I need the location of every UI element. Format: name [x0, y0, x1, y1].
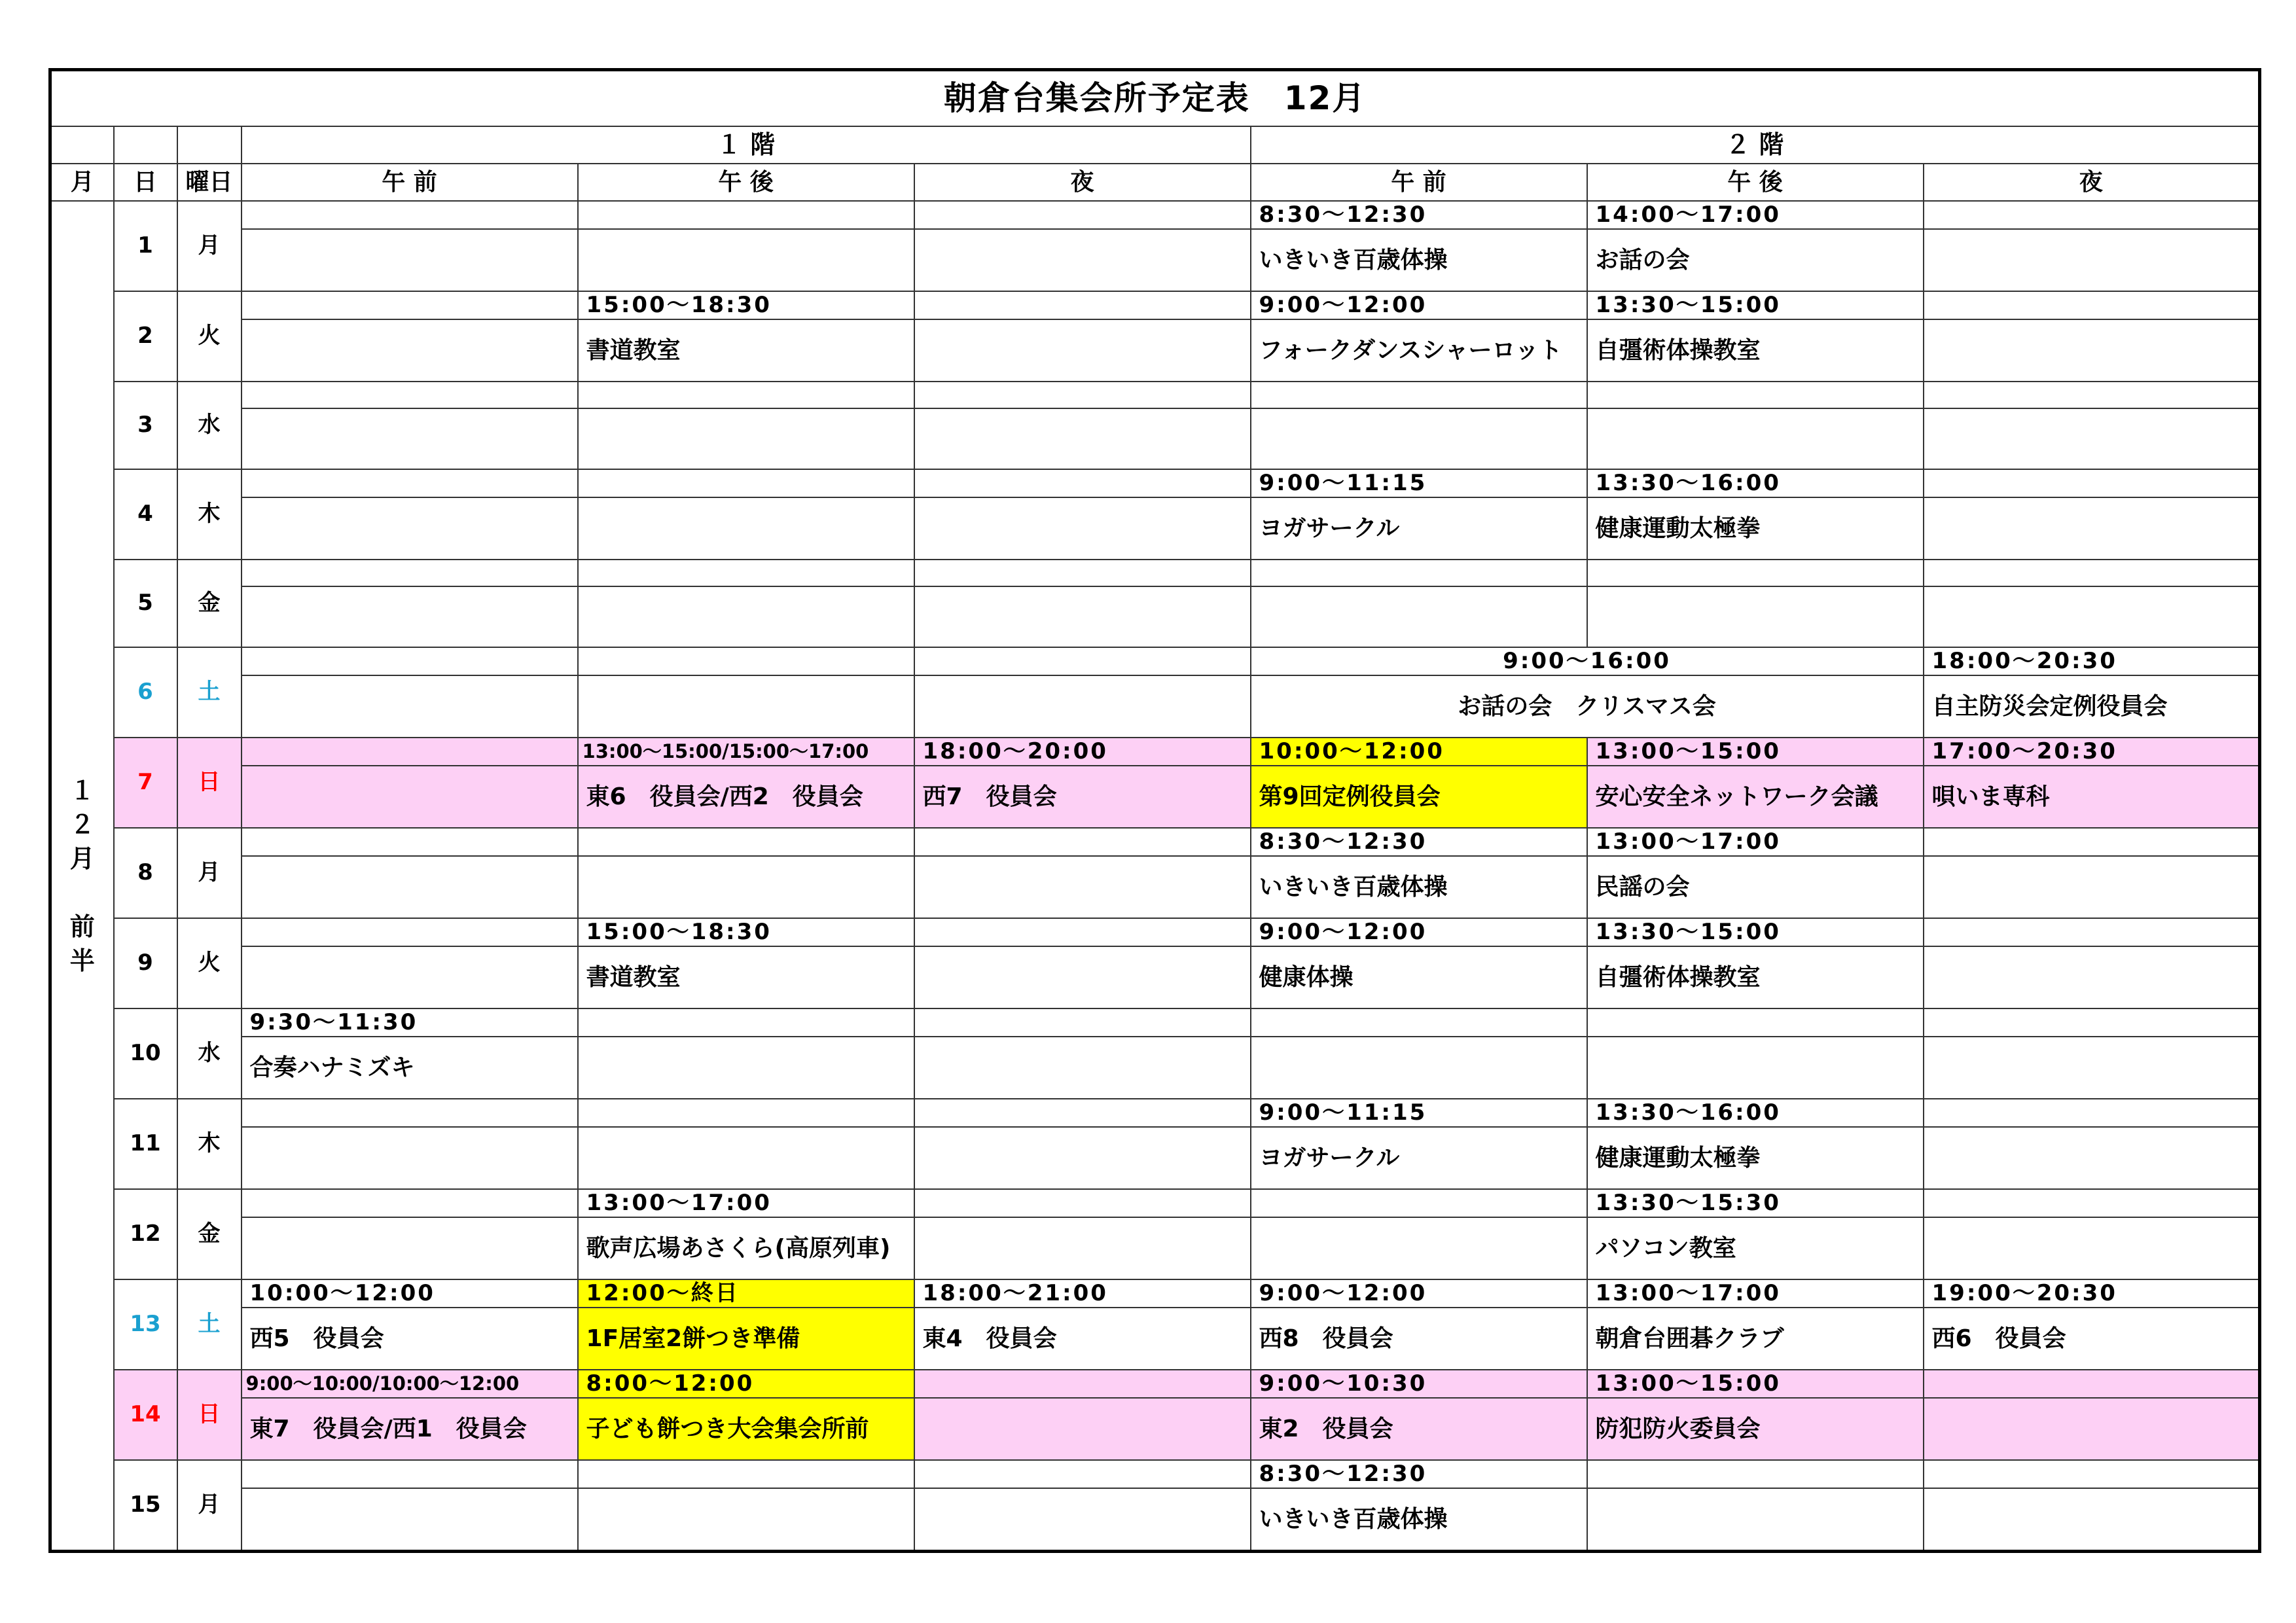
slot-time-cell: 9:00～11:15 — [1251, 469, 1587, 497]
slot-event-cell — [1587, 408, 1924, 469]
slot-event-cell — [1924, 1398, 2260, 1460]
slot-event-cell — [578, 1127, 914, 1189]
day-time-row — [50, 918, 2260, 946]
slot-time-cell — [914, 1189, 1251, 1217]
slot-time-cell — [1924, 1460, 2260, 1488]
day-time-row — [50, 291, 2260, 319]
day-weekday: 火 — [177, 291, 242, 382]
slot-event-cell — [914, 946, 1251, 1008]
slot-event-cell — [578, 497, 914, 560]
slot-event-cell — [1924, 1217, 2260, 1279]
slot-time-cell — [1587, 1460, 1924, 1488]
day-time-row — [50, 201, 2260, 229]
day-weekday: 水 — [177, 1008, 242, 1099]
day-event-row — [50, 946, 2260, 1008]
slot-time-cell: 9:00～12:00 — [1251, 291, 1587, 319]
day-number: 13 — [114, 1279, 177, 1370]
slot-header-1f-morning: 午 前 — [242, 164, 578, 201]
slot-time-cell — [578, 647, 914, 675]
slot-time-cell: 13:30～15:30 — [1587, 1189, 1924, 1217]
slot-event-cell: お話の会 クリスマス会 — [1251, 675, 1924, 738]
slot-event-cell — [578, 675, 914, 738]
period-label-char — [52, 876, 113, 910]
day-number: 2 — [114, 291, 177, 382]
slot-event-cell: 健康体操 — [1251, 946, 1587, 1008]
day-event-row — [50, 319, 2260, 382]
weekday-header: 曜日 — [177, 164, 242, 201]
slot-time-cell: 9:30～11:30 — [242, 1008, 578, 1037]
slot-event-cell — [578, 586, 914, 647]
day-number: 10 — [114, 1008, 177, 1099]
page-title: 朝倉台集会所予定表 12月 — [50, 70, 2260, 126]
day-weekday: 木 — [177, 469, 242, 560]
day-weekday: 月 — [177, 1460, 242, 1552]
slot-event-cell: 合奏ハナミズキ — [242, 1037, 578, 1099]
slot-event-cell: 東7 役員会/西1 役員会 — [242, 1398, 578, 1460]
day-weekday: 金 — [177, 1189, 242, 1279]
slot-time-cell — [578, 1099, 914, 1127]
slot-time-cell — [914, 1008, 1251, 1037]
slot-event-cell — [1251, 408, 1587, 469]
day-weekday: 木 — [177, 1099, 242, 1189]
slot-time-cell — [1924, 201, 2260, 229]
slot-time-cell — [242, 469, 578, 497]
slot-time-cell — [1251, 1189, 1587, 1217]
day-number: 11 — [114, 1099, 177, 1189]
slot-event-cell: パソコン教室 — [1587, 1217, 1924, 1279]
slot-event-cell — [1587, 586, 1924, 647]
slot-event-cell — [242, 1488, 578, 1552]
day-number: 1 — [114, 201, 177, 291]
slot-event-cell — [914, 319, 1251, 382]
slot-time-cell — [1251, 1008, 1587, 1037]
slot-time-cell: 13:00～17:00 — [1587, 1279, 1924, 1308]
slot-event-cell — [914, 675, 1251, 738]
slot-event-cell: 西7 役員会 — [914, 766, 1251, 828]
slot-time-cell — [242, 1189, 578, 1217]
floor-header-blank — [114, 126, 177, 164]
day-event-row — [50, 1217, 2260, 1279]
slot-event-cell: 唄いま専科 — [1924, 766, 2260, 828]
schedule-body — [50, 70, 2260, 1552]
slot-event-cell — [242, 408, 578, 469]
slot-event-cell: 東4 役員会 — [914, 1308, 1251, 1370]
slot-time-cell — [1924, 560, 2260, 586]
slot-time-cell — [578, 382, 914, 408]
slot-time-cell: 18:00～20:30 — [1924, 647, 2260, 675]
day-event-row — [50, 766, 2260, 828]
period-label-char: １ — [69, 776, 95, 805]
day-event-row — [50, 586, 2260, 647]
slot-event-cell — [242, 1127, 578, 1189]
slot-event-cell: 朝倉台囲碁クラブ — [1587, 1308, 1924, 1370]
schedule-table — [48, 68, 2261, 1553]
slot-event-cell — [1587, 1488, 1924, 1552]
floor-1-header: １ 階 — [242, 126, 1251, 164]
floor-2-header: ２ 階 — [1251, 126, 2260, 164]
slot-time-cell: 13:00～17:00 — [578, 1189, 914, 1217]
slot-event-cell: 第9回定例役員会 — [1251, 766, 1587, 828]
slot-time-cell — [1924, 1370, 2260, 1398]
slot-time-cell — [578, 828, 914, 856]
slot-time-cell — [914, 469, 1251, 497]
slot-time-cell — [1924, 1099, 2260, 1127]
period-label — [50, 201, 114, 1552]
slot-event-cell — [242, 229, 578, 291]
slot-event-cell — [1251, 1037, 1587, 1099]
period-label-char: ２ — [69, 810, 95, 839]
slot-event-cell — [242, 497, 578, 560]
day-event-row — [50, 229, 2260, 291]
slot-event-cell: 書道教室 — [578, 946, 914, 1008]
slot-event-cell: 安心安全ネットワーク会議 — [1587, 766, 1924, 828]
slot-time-cell — [914, 291, 1251, 319]
slot-time-cell — [914, 647, 1251, 675]
day-weekday: 水 — [177, 382, 242, 469]
slot-event-cell: 健康運動太極拳 — [1587, 1127, 1924, 1189]
slot-event-cell: 歌声広場あさくら(高原列車) — [578, 1217, 914, 1279]
slot-event-cell: いきいき百歳体操 — [1251, 1488, 1587, 1552]
column-header-row — [50, 164, 2260, 201]
slot-event-cell — [914, 229, 1251, 291]
slot-event-cell — [1924, 229, 2260, 291]
slot-time-cell: 9:00～12:00 — [1251, 1279, 1587, 1308]
slot-time-cell — [578, 469, 914, 497]
slot-time-cell — [578, 1008, 914, 1037]
slot-time-cell: 14:00～17:00 — [1587, 201, 1924, 229]
slot-time-cell: 13:00～17:00 — [1587, 828, 1924, 856]
day-weekday: 月 — [177, 201, 242, 291]
day-time-row — [50, 469, 2260, 497]
slot-event-cell — [914, 497, 1251, 560]
day-number: 4 — [114, 469, 177, 560]
slot-event-cell: 防犯防火委員会 — [1587, 1398, 1924, 1460]
slot-event-cell: ヨガサークル — [1251, 1127, 1587, 1189]
slot-event-cell: 子ども餅つき大会集会所前 — [578, 1398, 914, 1460]
slot-event-cell — [242, 946, 578, 1008]
slot-time-cell — [914, 1370, 1251, 1398]
day-event-row — [50, 408, 2260, 469]
slot-time-cell — [242, 738, 578, 766]
slot-event-cell — [242, 675, 578, 738]
slot-header-1f-afternoon: 午 後 — [578, 164, 914, 201]
slot-event-cell — [914, 1127, 1251, 1189]
slot-time-cell: 8:30～12:30 — [1251, 828, 1587, 856]
slot-time-cell: 19:00～20:30 — [1924, 1279, 2260, 1308]
slot-event-cell — [578, 856, 914, 918]
period-label-char: 前 — [69, 912, 95, 941]
day-weekday: 火 — [177, 918, 242, 1008]
slot-event-cell: 自彊術体操教室 — [1587, 319, 1924, 382]
slot-event-cell — [914, 586, 1251, 647]
slot-time-cell — [242, 560, 578, 586]
slot-event-cell — [1924, 856, 2260, 918]
slot-event-cell: いきいき百歳体操 — [1251, 856, 1587, 918]
slot-time-cell — [1924, 1189, 2260, 1217]
day-event-row — [50, 675, 2260, 738]
slot-time-cell: 13:00～15:00 — [1587, 1370, 1924, 1398]
slot-time-cell — [1251, 382, 1587, 408]
slot-time-cell — [914, 1460, 1251, 1488]
day-time-row — [50, 560, 2260, 586]
day-header: 日 — [114, 164, 177, 201]
day-weekday: 土 — [177, 1279, 242, 1370]
day-number: 3 — [114, 382, 177, 469]
slot-event-cell: フォークダンスシャーロット — [1251, 319, 1587, 382]
day-event-row — [50, 1037, 2260, 1099]
day-time-row — [50, 1099, 2260, 1127]
slot-time-cell: 9:00～16:00 — [1251, 647, 1924, 675]
slot-time-cell — [914, 382, 1251, 408]
slot-event-cell — [1924, 1488, 2260, 1552]
slot-time-cell: 18:00～20:00 — [914, 738, 1251, 766]
floor-header-blank — [177, 126, 242, 164]
day-number: 9 — [114, 918, 177, 1008]
slot-time-cell — [1251, 560, 1587, 586]
slot-event-cell: 東2 役員会 — [1251, 1398, 1587, 1460]
day-event-row — [50, 1127, 2260, 1189]
slot-event-cell — [1251, 1217, 1587, 1279]
day-time-row — [50, 1279, 2260, 1308]
slot-time-cell: 13:30～16:00 — [1587, 1099, 1924, 1127]
slot-event-cell: 西5 役員会 — [242, 1308, 578, 1370]
slot-event-cell — [914, 856, 1251, 918]
slot-event-cell — [578, 229, 914, 291]
slot-time-cell — [578, 1460, 914, 1488]
day-time-row — [50, 1008, 2260, 1037]
day-event-row — [50, 1488, 2260, 1552]
day-number: 15 — [114, 1460, 177, 1552]
day-time-row — [50, 1189, 2260, 1217]
slot-time-cell — [1587, 382, 1924, 408]
slot-time-cell: 15:00～18:30 — [578, 918, 914, 946]
slot-event-cell: 西6 役員会 — [1924, 1308, 2260, 1370]
slot-event-cell — [1924, 319, 2260, 382]
slot-time-cell: 9:00～10:30 — [1251, 1370, 1587, 1398]
slot-time-cell — [914, 560, 1251, 586]
title-row — [50, 70, 2260, 126]
slot-time-cell — [242, 828, 578, 856]
slot-event-cell — [914, 1037, 1251, 1099]
slot-event-cell — [1924, 1127, 2260, 1189]
slot-time-cell — [578, 560, 914, 586]
slot-event-cell — [578, 1488, 914, 1552]
slot-event-cell: お話の会 — [1587, 229, 1924, 291]
slot-time-cell — [242, 647, 578, 675]
slot-event-cell — [1924, 946, 2260, 1008]
slot-time-cell — [1924, 918, 2260, 946]
slot-event-cell: いきいき百歳体操 — [1251, 229, 1587, 291]
month-header: 月 — [50, 164, 114, 201]
slot-time-cell — [242, 1099, 578, 1127]
slot-time-cell: 8:30～12:30 — [1251, 1460, 1587, 1488]
slot-event-cell: 西8 役員会 — [1251, 1308, 1587, 1370]
floor-header-blank — [50, 126, 114, 164]
slot-event-cell — [914, 1398, 1251, 1460]
slot-time-cell — [1587, 1008, 1924, 1037]
slot-event-cell — [242, 766, 578, 828]
slot-time-cell: 13:30～15:00 — [1587, 291, 1924, 319]
slot-event-cell: 健康運動太極拳 — [1587, 497, 1924, 560]
slot-event-cell — [914, 1217, 1251, 1279]
day-weekday: 日 — [177, 1370, 242, 1460]
slot-time-cell — [1587, 560, 1924, 586]
slot-event-cell — [1924, 1037, 2260, 1099]
day-number: 6 — [114, 647, 177, 738]
slot-time-cell: 18:00～21:00 — [914, 1279, 1251, 1308]
slot-time-cell: 9:00～11:15 — [1251, 1099, 1587, 1127]
slot-event-cell — [914, 1488, 1251, 1552]
day-event-row — [50, 1308, 2260, 1370]
slot-time-cell — [242, 382, 578, 408]
slot-time-cell — [914, 1099, 1251, 1127]
slot-time-cell: 13:00～15:00/15:00～17:00 — [578, 738, 914, 766]
period-label-char: 半 — [69, 946, 95, 975]
slot-event-cell — [242, 1217, 578, 1279]
day-weekday: 土 — [177, 647, 242, 738]
floor-header-row — [50, 126, 2260, 164]
slot-event-cell — [914, 408, 1251, 469]
slot-time-cell: 8:30～12:30 — [1251, 201, 1587, 229]
day-number: 12 — [114, 1189, 177, 1279]
day-number: 5 — [114, 560, 177, 647]
slot-time-cell — [242, 291, 578, 319]
slot-header-2f-morning: 午 前 — [1251, 164, 1587, 201]
day-time-row — [50, 1460, 2260, 1488]
day-event-row — [50, 856, 2260, 918]
slot-time-cell: 9:00～12:00 — [1251, 918, 1587, 946]
slot-event-cell — [242, 319, 578, 382]
slot-event-cell: 自主防災会定例役員会 — [1924, 675, 2260, 738]
slot-time-cell — [1924, 291, 2260, 319]
slot-event-cell: 自彊術体操教室 — [1587, 946, 1924, 1008]
slot-time-cell — [242, 201, 578, 229]
slot-time-cell — [242, 1460, 578, 1488]
day-number: 8 — [114, 828, 177, 918]
slot-time-cell: 13:30～15:00 — [1587, 918, 1924, 946]
slot-time-cell — [1924, 469, 2260, 497]
slot-event-cell: 1F居室2餅つき準備 — [578, 1308, 914, 1370]
slot-event-cell: 書道教室 — [578, 319, 914, 382]
slot-event-cell: 東6 役員会/西2 役員会 — [578, 766, 914, 828]
slot-time-cell: 13:00～15:00 — [1587, 738, 1924, 766]
day-weekday: 月 — [177, 828, 242, 918]
slot-event-cell — [242, 856, 578, 918]
slot-header-2f-afternoon: 午 後 — [1587, 164, 1924, 201]
day-time-row — [50, 382, 2260, 408]
slot-event-cell — [1924, 586, 2260, 647]
slot-time-cell: 15:00～18:30 — [578, 291, 914, 319]
slot-event-cell — [1924, 408, 2260, 469]
slot-time-cell — [578, 201, 914, 229]
day-time-row — [50, 738, 2260, 766]
slot-header-2f-night: 夜 — [1924, 164, 2260, 201]
slot-event-cell — [242, 586, 578, 647]
slot-time-cell — [1924, 1008, 2260, 1037]
slot-event-cell — [1251, 586, 1587, 647]
slot-time-cell — [914, 918, 1251, 946]
day-time-row — [50, 828, 2260, 856]
slot-time-cell — [914, 201, 1251, 229]
slot-event-cell — [1587, 1037, 1924, 1099]
day-time-row — [50, 1370, 2260, 1398]
slot-time-cell: 13:30～16:00 — [1587, 469, 1924, 497]
day-time-row — [50, 647, 2260, 675]
day-event-row — [50, 1398, 2260, 1460]
slot-time-cell — [242, 918, 578, 946]
slot-event-cell: ヨガサークル — [1251, 497, 1587, 560]
slot-event-cell: 民謡の会 — [1587, 856, 1924, 918]
slot-time-cell — [1924, 382, 2260, 408]
slot-time-cell: 10:00～12:00 — [242, 1279, 578, 1308]
slot-event-cell — [1924, 497, 2260, 560]
day-event-row — [50, 497, 2260, 560]
period-label-char: 月 — [69, 844, 95, 873]
day-number: 14 — [114, 1370, 177, 1460]
day-weekday: 日 — [177, 738, 242, 828]
slot-header-1f-night: 夜 — [914, 164, 1251, 201]
slot-event-cell — [578, 408, 914, 469]
slot-time-cell: 8:00～12:00 — [578, 1370, 914, 1398]
slot-time-cell: 10:00～12:00 — [1251, 738, 1587, 766]
day-number: 7 — [114, 738, 177, 828]
slot-time-cell: 12:00～終日 — [578, 1279, 914, 1308]
slot-time-cell — [914, 828, 1251, 856]
day-weekday: 金 — [177, 560, 242, 647]
slot-time-cell — [1924, 828, 2260, 856]
slot-time-cell: 9:00～10:00/10:00～12:00 — [242, 1370, 578, 1398]
slot-event-cell — [578, 1037, 914, 1099]
slot-time-cell: 17:00～20:30 — [1924, 738, 2260, 766]
